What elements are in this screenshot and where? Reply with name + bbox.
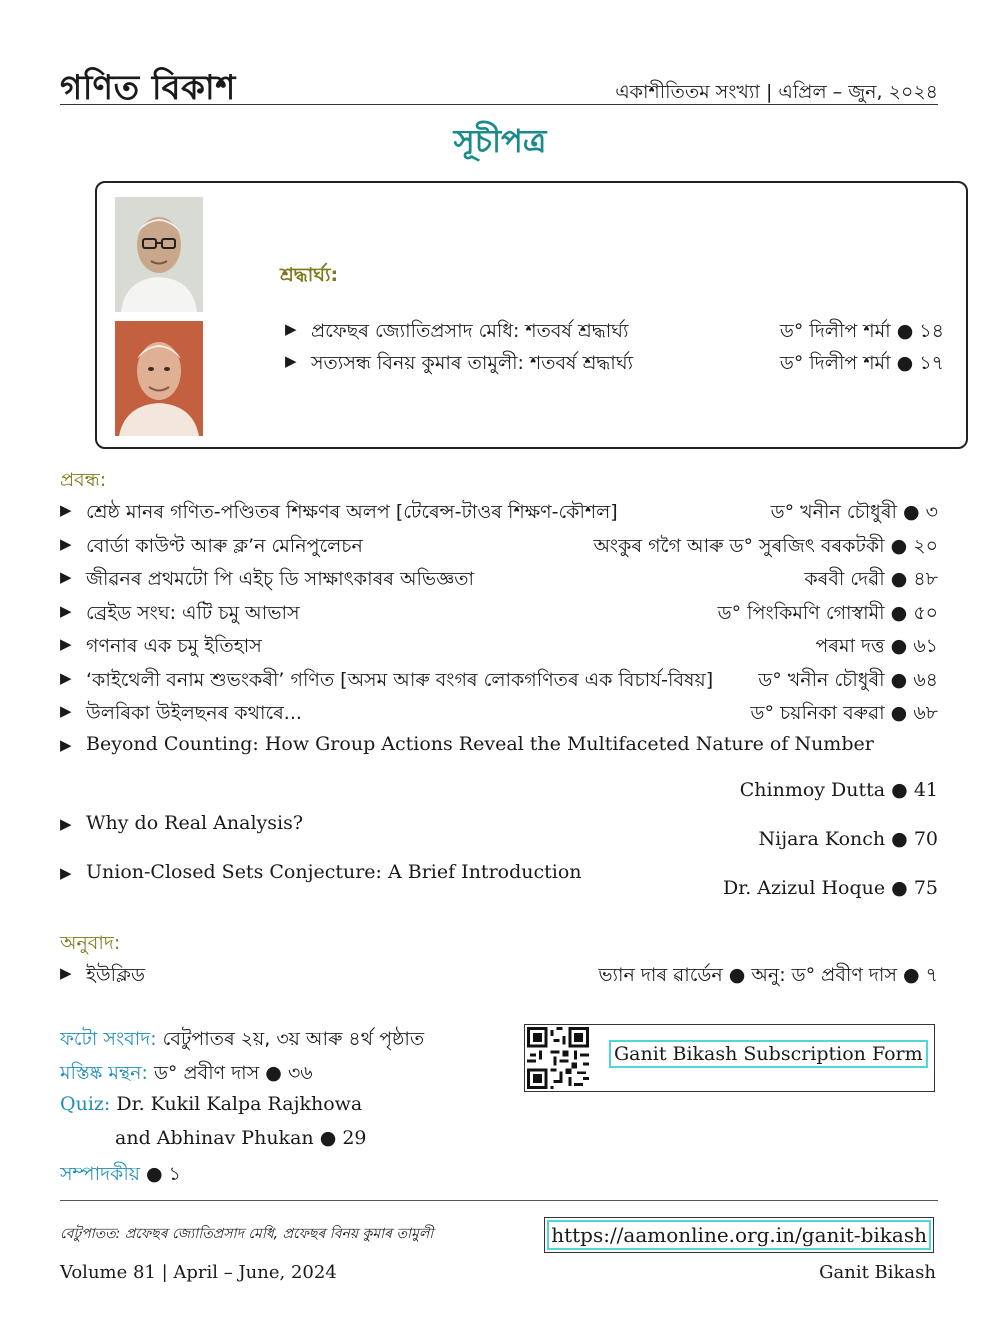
page-number: ৭ xyxy=(925,964,938,986)
entry-title: জীৱনৰ প্ৰথমটো পি এইচ্ ডি সাক্ষাৎকাৰৰ অভিজ্ঞতা xyxy=(86,568,475,590)
toc-entry[interactable] xyxy=(60,532,938,562)
toc-entry[interactable] xyxy=(60,632,938,662)
author-name: ড° চয়নিকা বৰুৱা xyxy=(750,702,885,724)
author-name: পৰমা দত্ত xyxy=(815,635,885,657)
issue-info: একাশীতিতম সংখ্যা | এপ্ৰিল – জুন, ২০২৪ xyxy=(615,81,938,103)
page-number: 29 xyxy=(342,1127,367,1149)
volume-info: Volume 81 | April – June, 2024 xyxy=(60,1262,337,1283)
entry-title: গণনাৰ এক চমু ইতিহাস xyxy=(86,635,262,657)
portrait-photo-2 xyxy=(115,321,203,436)
translation-heading: অনুবাদ: xyxy=(60,932,121,954)
page-number: ৬৪ xyxy=(913,669,938,691)
arrow-right-icon: ▶ xyxy=(60,669,72,687)
brain-teaser-author: ড° প্ৰবীণ দাস xyxy=(153,1062,260,1084)
website-link[interactable]: https://aamonline.org.in/ganit-bikash xyxy=(547,1220,931,1250)
editorial-label: সম্পাদকীয় xyxy=(60,1163,140,1185)
quiz-line-2[interactable] xyxy=(115,1127,367,1149)
website-link-box xyxy=(544,1217,934,1253)
bullet-icon: ● xyxy=(728,964,746,986)
bullet-icon: ● xyxy=(890,602,908,624)
entry-author xyxy=(780,317,944,349)
author-name: ড° খনীন চৌধুৰী xyxy=(770,501,897,523)
subscription-box xyxy=(524,1024,935,1092)
portrait-photo-1 xyxy=(115,197,203,312)
bullet-icon: ● xyxy=(891,828,908,850)
portrait-1-icon xyxy=(115,197,203,312)
entry-title: সত্যসন্ধ বিনয় কুমাৰ তামুলী: শতবৰ্ষ শ্ৰদ্ধাৰ্ঘ্য xyxy=(311,352,634,374)
quiz-authors: Dr. Kukil Kalpa Rajkhowa xyxy=(116,1093,363,1115)
toc-entry[interactable] xyxy=(285,317,944,347)
entry-title: শ্ৰেষ্ঠ মানৰ গণিত-পণ্ডিতৰ শিক্ষণৰ অলপ [টেৰেন্স-টাওৰ শিক্ষণ-কৌশল] xyxy=(86,501,618,523)
bullet-icon: ● xyxy=(896,352,914,374)
arrow-right-icon: ▶ xyxy=(60,736,72,754)
portrait-2-icon xyxy=(115,321,203,436)
page-number: ২০ xyxy=(913,535,938,557)
page-number: ৬৮ xyxy=(913,702,938,724)
photo-news-line xyxy=(60,1025,424,1057)
entry-author[interactable] xyxy=(740,779,938,801)
bullet-icon: ● xyxy=(890,535,908,557)
toc-entry[interactable] xyxy=(60,961,938,991)
author-name: Chinmoy Dutta xyxy=(739,779,886,801)
page-number: ৫০ xyxy=(913,602,938,624)
arrow-right-icon: ▶ xyxy=(60,501,72,519)
cover-note: বেটুপাতত: প্ৰফেছৰ জ্যোতিপ্ৰসাদ মেধি, প্ৰফেছৰ বিনয় কুমাৰ তামুলী xyxy=(60,1226,434,1242)
entry-author[interactable] xyxy=(759,828,938,850)
bullet-icon: ● xyxy=(890,635,908,657)
arrow-right-icon: ▶ xyxy=(60,964,72,982)
bullet-icon: ● xyxy=(319,1127,337,1149)
subscription-form-link[interactable]: Ganit Bikash Subscription Form xyxy=(609,1040,928,1068)
entry-title: Union-Closed Sets Conjecture: A Brief Introduction xyxy=(86,861,582,883)
bullet-icon: ● xyxy=(891,877,908,899)
journal-title: গণিত বিকাশ xyxy=(60,68,236,108)
toc-entry-english[interactable] xyxy=(60,733,938,763)
entry-title: Beyond Counting: How Group Actions Reveal the Multifaceted Nature of Number xyxy=(86,733,874,755)
editorial-line[interactable] xyxy=(60,1160,181,1192)
bullet-icon: ● xyxy=(146,1163,163,1185)
entry-author xyxy=(780,349,944,381)
page-number: ৩ xyxy=(925,501,938,523)
toc-entry[interactable] xyxy=(285,349,944,379)
bullet-icon: ● xyxy=(891,779,908,801)
tribute-heading: শ্ৰদ্ধাৰ্ঘ্য: xyxy=(280,264,339,286)
brain-teaser-label: মস্তিষ্ক মন্থন: xyxy=(60,1062,148,1084)
toc-entry[interactable] xyxy=(60,599,938,629)
author-name: ভ্যান দাৰ ৱাৰ্ডেন xyxy=(598,964,723,986)
toc-entry[interactable] xyxy=(60,565,938,595)
quiz-label: Quiz: xyxy=(60,1093,111,1115)
page-number: ১ xyxy=(168,1163,182,1185)
arrow-right-icon: ▶ xyxy=(285,320,297,338)
entry-title: Why do Real Analysis? xyxy=(86,812,304,834)
bullet-icon: ● xyxy=(903,964,920,986)
page-number: ৪৮ xyxy=(913,568,938,590)
journal-name-footer: Ganit Bikash xyxy=(819,1262,936,1283)
bullet-icon: ● xyxy=(896,320,914,342)
bullet-icon: ● xyxy=(265,1062,282,1084)
translator-name: ড° প্ৰবীণ দাস xyxy=(791,964,897,986)
toc-entry[interactable] xyxy=(60,699,938,729)
page-number: ১৪ xyxy=(919,320,944,342)
bullet-icon: ● xyxy=(903,501,920,523)
arrow-right-icon: ▶ xyxy=(60,568,72,586)
author-name: ড° পিংকিমণি গোস্বামী xyxy=(717,602,885,624)
arrow-right-icon: ▶ xyxy=(60,635,72,653)
page-number: 41 xyxy=(913,779,938,801)
arrow-right-icon: ▶ xyxy=(285,352,297,370)
page-number: 70 xyxy=(913,828,938,850)
entry-title: বোৰ্ডা কাউণ্ট আৰু ক্ল’ন মেনিপুলেচন xyxy=(86,535,363,557)
toc-entry[interactable] xyxy=(60,498,938,528)
page-number: ১৭ xyxy=(919,352,944,374)
author-name: কৰবী দেৱী xyxy=(804,568,885,590)
author-name: অংকুৰ গগৈ আৰু ড° সুৰজিৎ বৰকটকী xyxy=(593,535,885,557)
toc-entry[interactable] xyxy=(60,666,938,696)
entry-title: প্ৰফেছৰ জ্যোতিপ্ৰসাদ মেধি: শতবৰ্ষ শ্ৰদ্ধাৰ্ঘ্য xyxy=(311,320,629,342)
author-name: Nijara Konch xyxy=(758,828,886,850)
header-divider xyxy=(60,104,938,105)
arrow-right-icon: ▶ xyxy=(60,535,72,553)
tribute-box xyxy=(95,181,968,449)
translator-label: অনু: xyxy=(751,964,786,986)
quiz-line[interactable] xyxy=(60,1093,362,1115)
toc-title: সূচীপত্ৰ xyxy=(453,122,547,160)
photo-news-label: ফটো সংবাদ: xyxy=(60,1028,157,1050)
page-number: ৩৬ xyxy=(287,1062,313,1084)
page-number: 75 xyxy=(913,877,938,899)
arrow-right-icon: ▶ xyxy=(60,864,72,882)
author-name: ড° দিলীপ শৰ্মা xyxy=(779,320,891,342)
entry-title: ব্ৰেইড সংঘ: এটি চমু আভাস xyxy=(86,602,300,624)
page-number: ৬১ xyxy=(913,635,938,657)
arrow-right-icon: ▶ xyxy=(60,602,72,620)
qr-code-icon[interactable] xyxy=(527,1027,589,1089)
author-name: Dr. Azizul Hoque xyxy=(722,877,886,899)
bullet-icon: ● xyxy=(890,568,908,590)
bullet-icon: ● xyxy=(890,669,908,691)
articles-heading: প্ৰবন্ধ: xyxy=(60,469,107,491)
quiz-authors-cont: and Abhinav Phukan xyxy=(115,1127,314,1149)
photo-news-text: বেটুপাতৰ ২য়, ৩য় আৰু ৪ৰ্থ পৃষ্ঠাত xyxy=(162,1028,425,1050)
arrow-right-icon: ▶ xyxy=(60,815,72,833)
entry-title: উলৰিকা উইলছনৰ কথাৰে... xyxy=(86,702,302,724)
bullet-icon: ● xyxy=(890,702,908,724)
author-name: ড° খনীন চৌধুৰী xyxy=(758,669,885,691)
arrow-right-icon: ▶ xyxy=(60,702,72,720)
brain-teaser-line[interactable] xyxy=(60,1059,313,1091)
footer-divider xyxy=(60,1200,938,1201)
author-name: ড° দিলীপ শৰ্মা xyxy=(779,352,891,374)
entry-title: ইউক্লিড xyxy=(86,964,145,986)
entry-title: ‘কাইথেলী বনাম শুভংকৰী’ গণিত [অসম আৰু বংগৰ লোকগণিতৰ এক বিচাৰ্য-বিষয়] xyxy=(86,669,714,691)
entry-author[interactable] xyxy=(723,877,938,899)
